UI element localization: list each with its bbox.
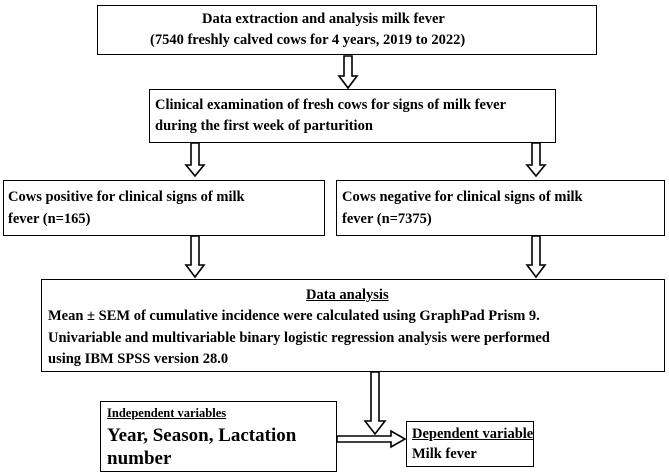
box-cows-negative-line2: fever (n=7375): [342, 211, 432, 227]
arrow-positive-to-analysis: [186, 236, 204, 277]
box-data-analysis-line1: Mean ± SEM of cumulative incidence were calculated using GraphPad Prism 9.: [48, 308, 540, 324]
box-clinical-examination-line1: Clinical examination of fresh cows for signs of milk fever: [155, 97, 507, 113]
arrow-analysis-to-bottom: [365, 372, 385, 434]
box-clinical-examination-line2: during the first week of parturition: [155, 118, 373, 134]
box-data-extraction-line2: (7540 freshly calved cows for 4 years, 2019 to 2022): [150, 32, 466, 48]
arrow-exam-to-positive: [186, 143, 204, 176]
box-dependent-variable-title: Dependent variable: [412, 426, 534, 442]
box-data-analysis-title: Data analysis: [306, 287, 389, 303]
arrow-exam-to-negative: [527, 143, 545, 176]
box-data-analysis-line3: using IBM SPSS version 28.0: [48, 351, 229, 367]
arrow-negative-to-analysis: [527, 236, 545, 277]
box-cows-negative-line1: Cows negative for clinical signs of milk: [342, 189, 583, 205]
box-independent-variables-line2: number: [107, 448, 172, 469]
arrow-independent-to-dependent: [337, 431, 405, 447]
box-data-extraction-line1: Data extraction and analysis milk fever: [202, 11, 445, 27]
box-data-analysis-line2: Univariable and multivariable binary logistic regression analysis were performed: [48, 330, 550, 346]
box-independent-variables-line1: Year, Season, Lactation: [107, 425, 297, 446]
box-cows-positive-line1: Cows positive for clinical signs of milk: [8, 189, 245, 205]
box-cows-positive-line2: fever (n=165): [8, 211, 91, 227]
box-dependent-variable-line1: Milk fever: [412, 446, 477, 462]
arrow-top-to-exam: [339, 56, 357, 88]
box-independent-variables-title: Independent variables: [107, 406, 227, 420]
